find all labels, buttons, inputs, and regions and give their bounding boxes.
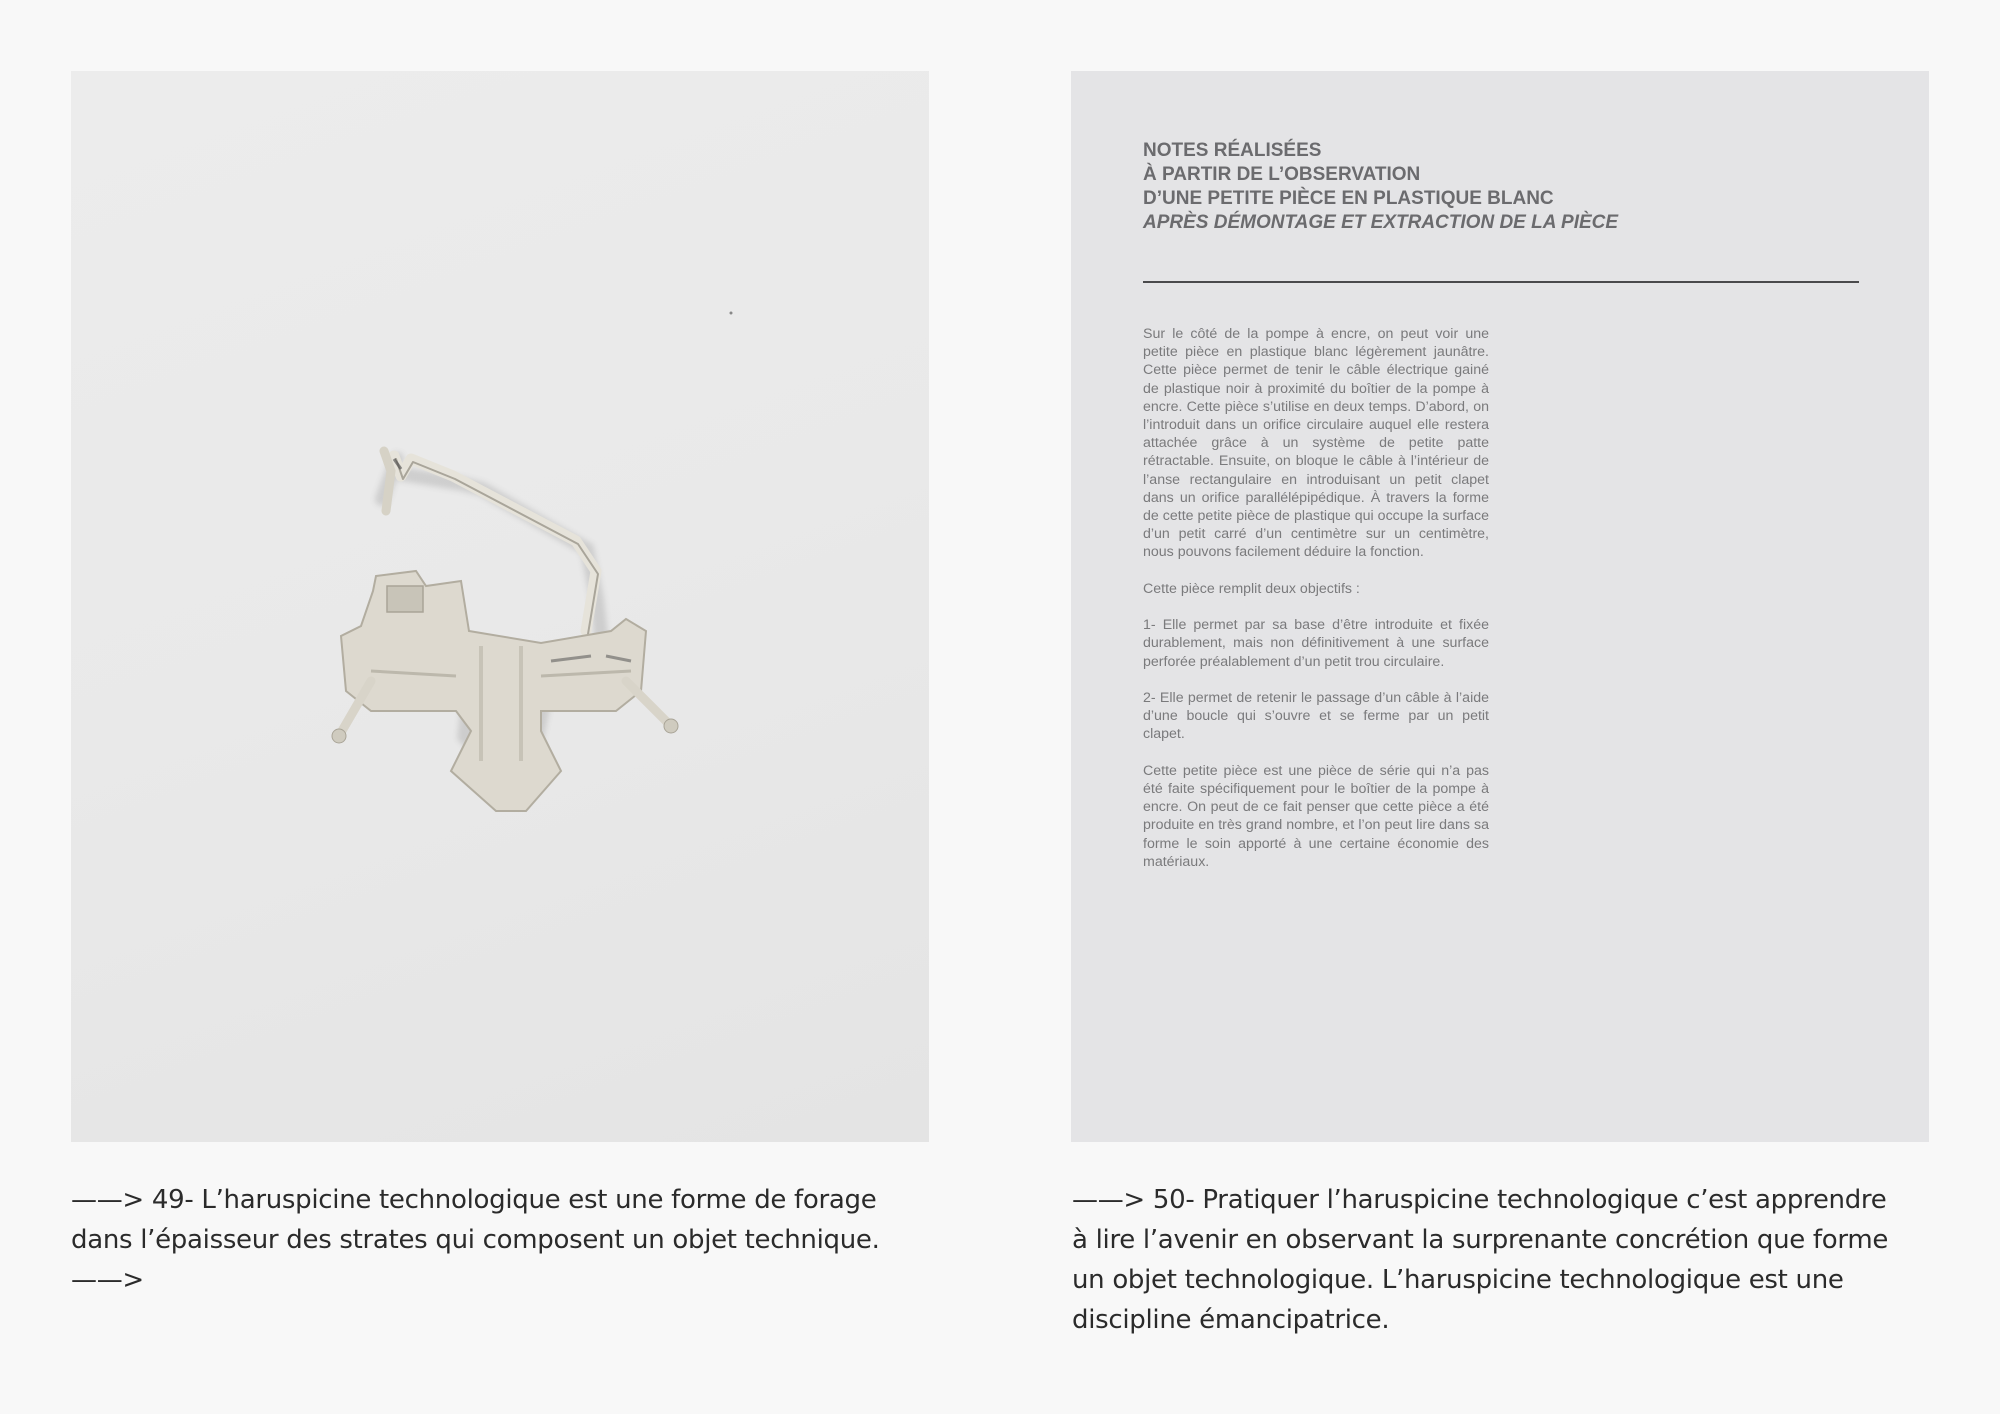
caption-line: dans l’épaisseur des strates qui composent un objet technique. <box>71 1225 880 1255</box>
caption-line: à lire l’avenir en observant la surprenante concrétion que forme <box>1072 1225 1889 1255</box>
caption-line: ——> 49- L’haruspicine technologique est une forme de forage <box>71 1185 877 1215</box>
notes-title-line-1: NOTES RÉALISÉES <box>1143 140 1322 161</box>
caption-line: ——> <box>71 1265 144 1295</box>
notes-title-line-2: À PARTIR DE L’OBSERVATION <box>1143 164 1421 185</box>
notes-body <box>1143 325 1489 889</box>
notes-title-line-3: D’UNE PETITE PIÈCE EN PLASTIQUE BLANC <box>1143 188 1554 209</box>
notes-paragraph: 2- Elle permet de retenir le passage d’un câble à l’aide d’une boucle qui s’ouvre et se ferme par un petit clapet. <box>1143 690 1489 743</box>
caption-line: discipline émancipatrice. <box>1072 1305 1390 1335</box>
caption-line: ——> 50- Pratiquer l’haruspicine technologique c’est apprendre <box>1072 1185 1887 1215</box>
notes-paragraph: Sur le côté de la pompe à encre, on peut voir une petite pièce en plastique blanc légèrement jaunâtre. Cette pièce permet de tenir le câble électrique gainé de plastique noir à proximité du boîtier de la pompe à encre. Cette pièce s’utilise en deux temps. D’abord, on l’introduit dans un orifice circulaire auquel elle restera attachée grâce à un système de petite patte rétractable. Ensuite, on bloque le câble à l’intérieur de l’anse rectangulaire en introduisant un petit clapet dans un orifice parallélépipédique. À travers la forme de cette petite pièce de plastique qui occupe la surface d’un petit carré d’un centimètre sur un centimètre, nous pouvons facilement déduire la fonction. <box>1143 326 1489 561</box>
caption-line: un objet technologique. L’haruspicine technologique est une <box>1072 1265 1844 1295</box>
notes-paragraph: 1- Elle permet par sa base d’être introduite et fixée durablement, mais non définitivement à une surface perforée préalablement d’un petit trou circulaire. <box>1143 617 1489 670</box>
notes-paragraph: Cette petite pièce est une pièce de série qui n’a pas été faite spécifiquement pour le boîtier de la pompe à encre. On peut de ce fait penser que cette pièce a été produite en très grand nombre, et l’on peut lire dans sa forme le soin apporté à une certaine économie des matériaux. <box>1143 762 1489 870</box>
white-plastic-clip-icon <box>71 71 929 1142</box>
notes-subtitle: APRÈS DÉMONTAGE ET EXTRACTION DE LA PIÈCE <box>1143 212 1619 233</box>
caption-49 <box>71 1180 951 1300</box>
notes-paragraph: Cette pièce remplit deux objectifs : <box>1143 580 1360 597</box>
divider-rule <box>1143 281 1859 283</box>
notes-page <box>1071 71 1929 1142</box>
object-photo <box>71 71 929 1142</box>
caption-50 <box>1072 1180 1952 1340</box>
